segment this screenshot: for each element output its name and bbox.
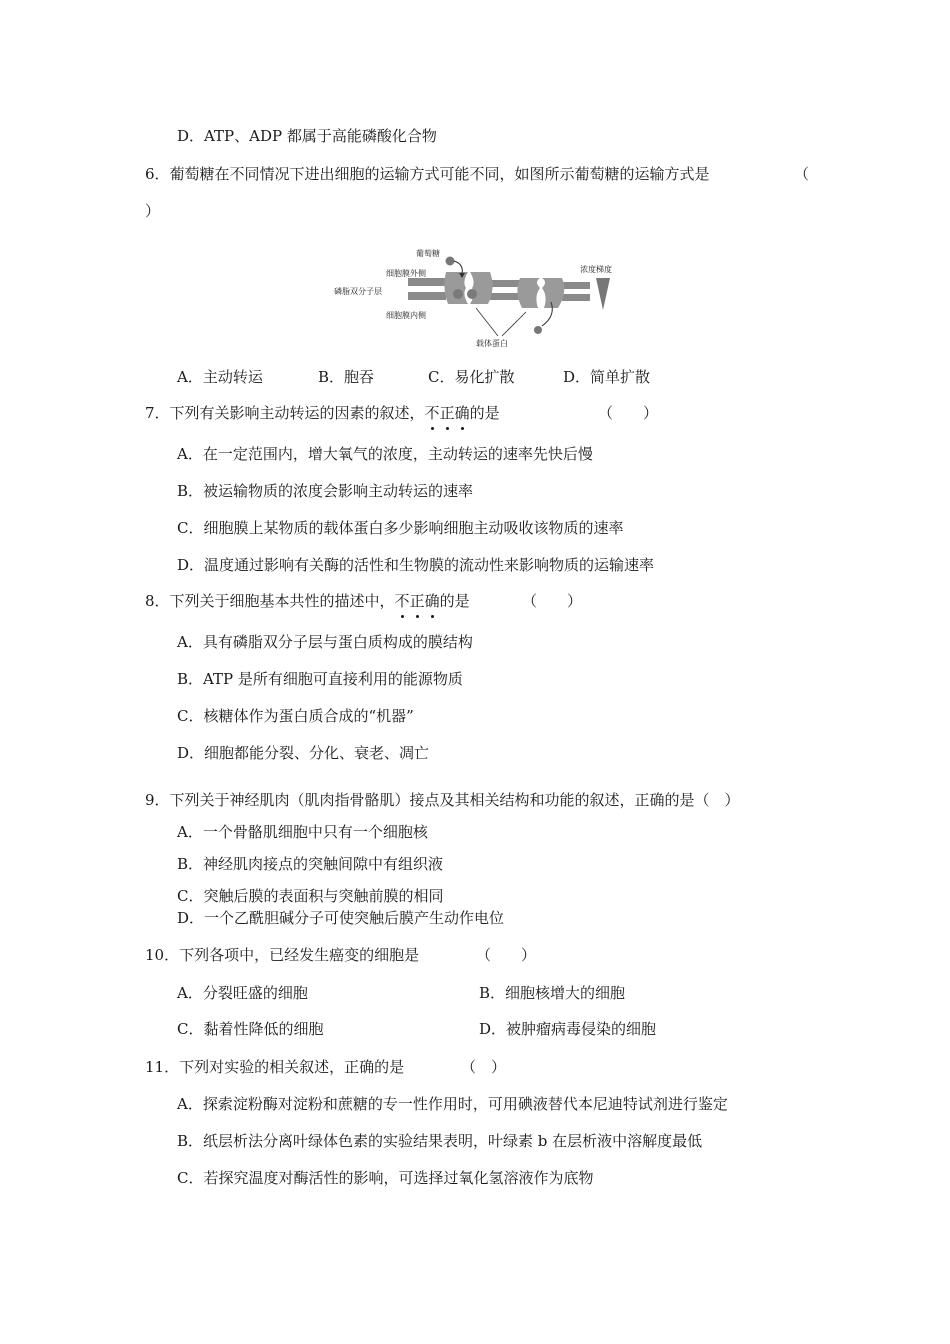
q7-blank: （ ） <box>598 404 659 422</box>
q7-option-d: D．温度通过影响有关酶的活性和生物膜的流动性来影响物质的运输速率 <box>177 556 655 574</box>
q6-option-b: B．胞吞 <box>318 368 375 386</box>
carrier-protein-2-left <box>517 278 540 308</box>
glucose-molecule <box>446 257 455 266</box>
q8-blank: （ ） <box>522 592 583 610</box>
membrane-transport-diagram <box>330 242 630 357</box>
carrier-protein-1-right <box>470 272 493 304</box>
q9-option-b: B．神经肌肉接点的突触间隙中有组织液 <box>177 855 444 873</box>
q7-emph-2: 正 <box>439 404 455 422</box>
q6-option-c: C．易化扩散 <box>428 368 515 386</box>
label-gradient: 浓度梯度 <box>580 265 612 274</box>
glucose-in-carrier-1 <box>453 289 463 299</box>
q6-option-d: D．简单扩散 <box>563 368 651 386</box>
q10-blank: （ ） <box>476 946 537 964</box>
q9-option-c: C．突触后膜的表面积与突触前膜的相同 <box>177 887 444 905</box>
bilayer-band-lower-right <box>562 294 590 301</box>
q7-stem-pre: 7．下列有关影响主动转运的因素的叙述， <box>145 404 425 422</box>
q8-stem <box>145 591 470 611</box>
q10-option-a: A．分裂旺盛的细胞 <box>177 984 308 1002</box>
q8-option-d: D．细胞都能分裂、分化、衰老、凋亡 <box>177 744 430 762</box>
q11-blank: （ ） <box>461 1058 507 1076</box>
carrier-protein-1-left <box>444 272 468 304</box>
q10-option-d: D．被肿瘤病毒侵染的细胞 <box>479 1020 657 1038</box>
q7-option-a: A．在一定范围内，增大氧气的浓度，主动转运的速率先快后慢 <box>177 445 593 463</box>
q8-emph-3: 确 <box>424 592 440 610</box>
bilayer-band-upper-left <box>408 278 446 286</box>
q9-option-a: A．一个骨骼肌细胞中只有一个细胞核 <box>177 823 428 841</box>
gradient-triangle <box>596 278 610 310</box>
label-glucose: 葡萄糖 <box>416 249 440 258</box>
q7-emph-1: 不 <box>424 404 440 422</box>
q8-option-b: B．ATP 是所有细胞可直接利用的能源物质 <box>177 670 463 688</box>
q8-stem-pre: 8．下列关于细胞基本共性的描述中， <box>145 592 395 610</box>
q8-emph-2: 正 <box>409 592 425 610</box>
q7-stem-post: 的是 <box>469 404 500 422</box>
bilayer-band-upper-mid <box>490 280 520 287</box>
q8-emph-1: 不 <box>394 592 410 610</box>
q10-option-b: B．细胞核增大的细胞 <box>479 984 626 1002</box>
q7-option-c: C．细胞膜上某物质的载体蛋白多少影响细胞主动吸收该物质的速率 <box>177 519 624 537</box>
q7-stem <box>145 403 500 423</box>
label-bilayer: 磷脂双分子层 <box>334 287 382 296</box>
glucose-in-carrier-2 <box>467 289 477 299</box>
q10-option-c: C．黏着性降低的细胞 <box>177 1020 324 1038</box>
bilayer-band-upper-right <box>562 282 590 289</box>
bilayer-band-lower-left <box>408 292 446 300</box>
q6-paren-open: （ <box>794 165 810 183</box>
q9-stem: 9．下列关于神经肌肉（肌肉指骨骼肌）接点及其相关结构和功能的叙述，正确的是（ ） <box>145 791 740 809</box>
q7-emph-3: 确 <box>454 404 470 422</box>
label-carrier: 载体蛋白 <box>476 339 508 348</box>
q11-option-b: B．纸层析法分离叶绿体色素的实验结果表明，叶绿素 b 在层析液中溶解度最低 <box>177 1132 703 1150</box>
q7-option-b: B．被运输物质的浓度会影响主动转运的速率 <box>177 482 474 500</box>
pointer-line-2 <box>502 312 526 336</box>
q8-stem-post: 的是 <box>439 592 470 610</box>
label-inside: 细胞膜内侧 <box>386 311 426 320</box>
label-outside: 细胞膜外侧 <box>386 269 426 278</box>
glucose-released <box>534 326 542 334</box>
carrier-protein-2-right <box>542 278 564 308</box>
q6-option-a: A．主动转运 <box>177 368 263 386</box>
q8-option-a: A．具有磷脂双分子层与蛋白质构成的膜结构 <box>177 633 473 651</box>
q8-option-c: C．核糖体作为蛋白质合成的“机器” <box>177 707 414 725</box>
q9-option-d: D．一个乙酰胆碱分子可使突触后膜产生动作电位 <box>177 909 505 927</box>
q6-stem: 6．葡萄糖在不同情况下进出细胞的运输方式可能不同，如图所示葡萄糖的运输方式是 <box>145 165 710 183</box>
q10-stem: 10．下列各项中，已经发生癌变的细胞是 <box>145 946 420 964</box>
pointer-line-1 <box>476 308 498 336</box>
q5-option-d: D．ATP、ADP 都属于高能磷酸化合物 <box>177 127 437 145</box>
q11-stem: 11．下列对实验的相关叙述，正确的是 <box>145 1058 405 1076</box>
q11-option-c: C．若探究温度对酶活性的影响，可选择过氧化氢溶液作为底物 <box>177 1169 594 1187</box>
q6-paren-close: ） <box>145 202 161 220</box>
q11-option-a: A．探索淀粉酶对淀粉和蔗糖的专一性作用时，可用碘液替代本尼迪特试剂进行鉴定 <box>177 1095 728 1113</box>
bilayer-band-lower-mid <box>490 293 520 300</box>
